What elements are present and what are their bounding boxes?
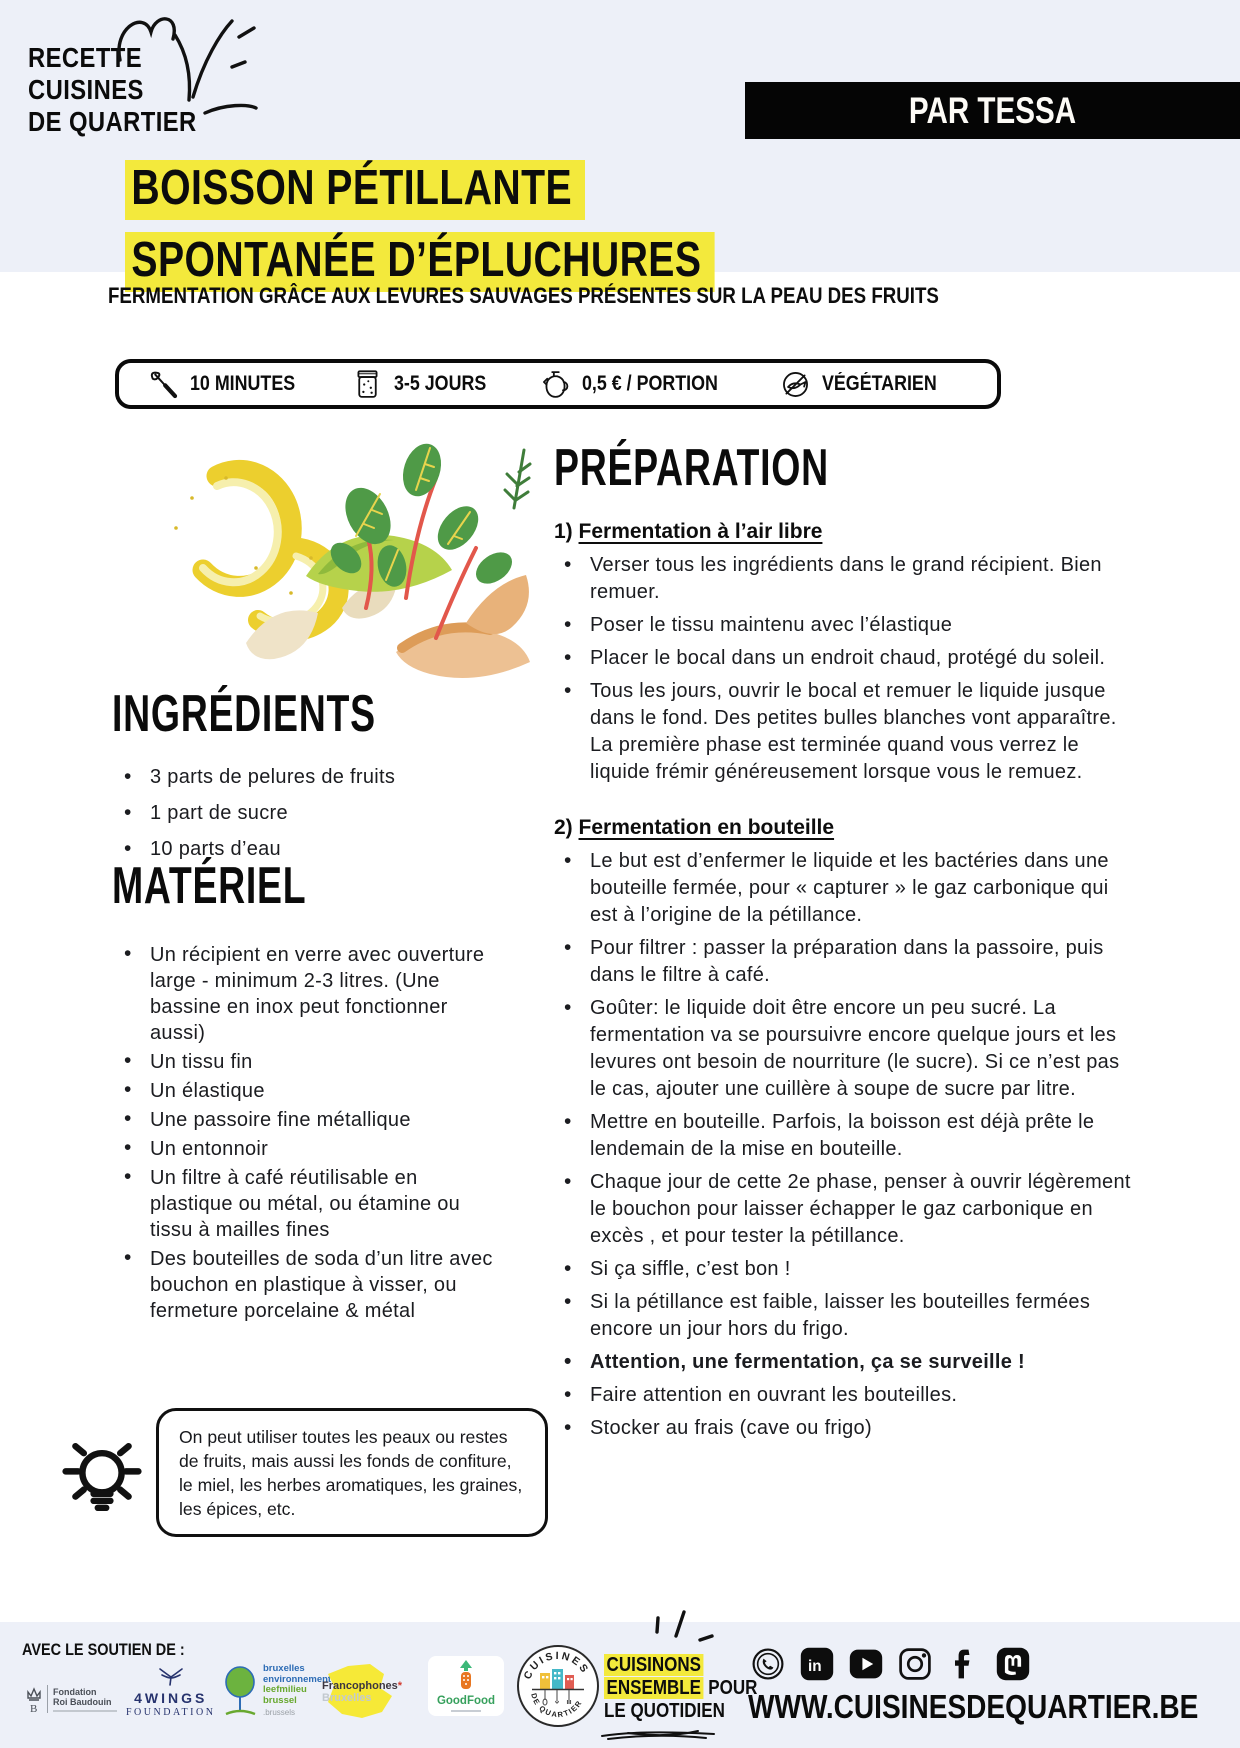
slogan-line-2-rest: POUR bbox=[703, 1677, 758, 1699]
info-duration-label: 3-5 JOURS bbox=[393, 372, 486, 395]
jar-icon bbox=[351, 368, 384, 401]
partner-name-line: GoodFood bbox=[436, 1695, 496, 1707]
preparation-heading: PRÉPARATION bbox=[554, 439, 829, 497]
info-time-label: 10 MINUTES bbox=[190, 372, 296, 395]
carrot-icon bbox=[456, 1660, 476, 1690]
preparation-step-item: • Poser le tissu maintenu avec l’élastique bbox=[554, 612, 1140, 639]
info-diet bbox=[779, 368, 957, 401]
partner-name-line: FOUNDATION bbox=[126, 1707, 216, 1718]
stamp-arc-top: CUISINES bbox=[521, 1649, 592, 1682]
preparation-step-2 bbox=[554, 816, 1140, 1442]
underline-squiggle bbox=[598, 1728, 718, 1742]
title-line-1: BOISSON PÉTILLANTE bbox=[125, 160, 585, 220]
slogan-line-1: CUISINONS bbox=[604, 1654, 704, 1676]
materiel-list bbox=[114, 942, 506, 1327]
partner-tagline-rule bbox=[451, 1710, 481, 1712]
tip-text: On peut utiliser toutes les peaux ou restes de fruits, mais aussi les fonds de confiture, le miel, les herbes aromatiques, les graines, les épices, etc. bbox=[179, 1427, 523, 1519]
partner-name-line: environnement bbox=[263, 1673, 332, 1685]
subtitle: FERMENTATION GRÂCE AUX LEVURES SAUVAGES PRÉSENTES SUR LA PEAU DES FRUITS bbox=[108, 283, 939, 308]
partner-name-line: Francophones* bbox=[322, 1680, 403, 1692]
materiel-item: • Des bouteilles de soda d’un litre avec bouchon en plastique à visser, ou fermeture porcelaine & métal bbox=[114, 1246, 506, 1324]
preparation-section bbox=[554, 440, 1140, 1448]
partner-name-line: 4WINGS bbox=[134, 1690, 208, 1706]
crown-icon bbox=[26, 1684, 42, 1714]
lightbulb-icon bbox=[60, 1428, 144, 1540]
partner-name-line: brussel bbox=[263, 1694, 297, 1706]
preparation-step-item: • Si ça siffle, c’est bon ! bbox=[554, 1256, 1140, 1283]
splash-doodle-icon bbox=[112, 4, 262, 126]
partner-name-line: bruxelles bbox=[263, 1663, 305, 1674]
peeler-icon bbox=[147, 368, 180, 401]
partner-tagline-rule bbox=[53, 1710, 117, 1712]
tip-box bbox=[156, 1408, 548, 1537]
ingredient-item: • 1 part de sucre bbox=[114, 800, 544, 827]
ingredients-heading: INGRÉDIENTS bbox=[112, 685, 376, 743]
partner-logo-4wings-foundation bbox=[126, 1666, 215, 1719]
info-cost bbox=[539, 368, 742, 401]
ingredient-item: • 3 parts de pelures de fruits bbox=[114, 764, 544, 791]
materiel-item: • Un élastique bbox=[114, 1078, 506, 1104]
materiel-item: • Une passoire fine métallique bbox=[114, 1107, 506, 1133]
cuisines-de-quartier-stamp bbox=[516, 1644, 600, 1728]
social-icons-row bbox=[750, 1646, 1031, 1682]
dragonfly-icon bbox=[156, 1666, 186, 1686]
preparation-step-1 bbox=[554, 520, 1140, 786]
materiel-heading: MATÉRIEL bbox=[112, 857, 307, 915]
tree-icon bbox=[222, 1664, 258, 1720]
partner-logo-fondation-roi-baudouin bbox=[26, 1684, 117, 1714]
linkedin-icon[interactable] bbox=[799, 1646, 835, 1682]
ingredients-list bbox=[114, 764, 544, 872]
preparation-step-item: • Faire attention en ouvrant les bouteilles. bbox=[554, 1382, 1140, 1409]
svg-text:in: in bbox=[808, 1658, 822, 1676]
logo-line: DE QUARTIER bbox=[28, 106, 197, 137]
step-1-title: 1) Fermentation à l’air libre bbox=[554, 520, 823, 543]
svg-text:B: B bbox=[30, 1703, 38, 1714]
rays-doodle-icon bbox=[640, 1610, 716, 1652]
mastodon-icon[interactable] bbox=[995, 1646, 1031, 1682]
ingredient-item: • 10 parts d’eau bbox=[114, 836, 544, 863]
preparation-step-item: • Stocker au frais (cave ou frigo) bbox=[554, 1415, 1140, 1442]
partner-name-line: .brussels bbox=[263, 1708, 296, 1717]
materiel-item: • Un filtre à café réutilisable en plastique ou métal, ou étamine ou tissu à mailles fines bbox=[114, 1165, 506, 1243]
preparation-step-item: • Goûter: le liquide doit être encore un peu sucré. La fermentation va se poursuivre encore quelque jours et les levures ont besoin de nourriture (le sucre). Si ce n’est pas le cas, ajouter une cuillère à soupe de sucre par litre. bbox=[554, 995, 1140, 1103]
author-badge bbox=[745, 82, 1240, 139]
slogan-line-2-highlight: ENSEMBLE bbox=[604, 1677, 704, 1699]
youtube-icon[interactable] bbox=[848, 1646, 884, 1682]
materiel-item: • Un entonnoir bbox=[114, 1136, 506, 1162]
partner-name-line: leefmilieu bbox=[263, 1684, 307, 1695]
partner-name-line: Bruxelles bbox=[322, 1692, 372, 1704]
support-label: AVEC LE SOUTIEN DE : bbox=[22, 1640, 185, 1659]
preparation-step-item: • Placer le bocal dans un endroit chaud, protégé du soleil. bbox=[554, 645, 1140, 672]
step-2-bullets bbox=[554, 848, 1140, 1442]
preparation-step-item: • Attention, une fermentation, ça se surveille ! bbox=[554, 1349, 1140, 1376]
materiel-item: • Un tissu fin bbox=[114, 1049, 506, 1075]
partner-name-line: Roi Baudouin bbox=[53, 1696, 112, 1707]
preparation-step-item: • Si la pétillance est faible, laisser les bouteilles fermées encore un jour hors du frigo. bbox=[554, 1289, 1140, 1343]
facebook-icon[interactable] bbox=[946, 1646, 982, 1682]
step-1-bullets bbox=[554, 552, 1140, 786]
slogan-line-3: LE QUOTIDIEN bbox=[604, 1700, 725, 1722]
materiel-item: • Un récipient en verre avec ouverture large - minimum 2-3 litres. (Une bassine en inox peut fonctionner aussi) bbox=[114, 942, 506, 1046]
partner-logo-goodfood bbox=[428, 1656, 504, 1716]
vegetarian-icon bbox=[779, 368, 812, 401]
preparation-step-item: • Mettre en bouteille. Parfois, la boisson est déjà prête le lendemain de la mise en bouteille. bbox=[554, 1109, 1140, 1163]
partner-logo-bruxelles-environnement bbox=[222, 1664, 331, 1720]
preparation-step-item: • Chaque jour de cette 2e phase, penser à ouvrir légèrement le bouchon pour laisser échapper le gaz carbonique en excès , et pour tester la pétillance. bbox=[554, 1169, 1140, 1250]
info-cost-label: 0,5 € / PORTION bbox=[582, 372, 719, 395]
author-badge-label: PAR TESSA bbox=[908, 89, 1077, 131]
logo-line: RECETTE bbox=[28, 42, 143, 73]
info-duration bbox=[351, 368, 503, 401]
partner-logo-francophones-bruxelles bbox=[318, 1662, 404, 1724]
info-time bbox=[147, 368, 314, 401]
preparation-step-item: • Pour filtrer : passer la préparation dans la passoire, puis dans le filtre à café. bbox=[554, 935, 1140, 989]
instagram-icon[interactable] bbox=[897, 1646, 933, 1682]
whatsapp-icon[interactable] bbox=[750, 1646, 786, 1682]
step-2-title: 2) Fermentation en bouteille bbox=[554, 816, 835, 839]
divider bbox=[47, 1685, 48, 1713]
title-line-2: SPONTANÉE D’ÉPLUCHURES bbox=[125, 232, 714, 292]
pitcher-icon bbox=[539, 368, 572, 401]
stamp-arc-bottom: DE QUARTIER bbox=[529, 1692, 585, 1720]
preparation-step-item: • Tous les jours, ouvrir le bocal et remuer le liquide jusque dans le fond. Des petites bulles blanches vont apparaître. La première phase est terminée quand vous verrez le liquide frémir généreusement lorsque vous le remuez. bbox=[554, 678, 1140, 786]
info-diet-label: VÉGÉTARIEN bbox=[822, 372, 937, 395]
partner-name-line: Fondation bbox=[53, 1686, 97, 1697]
preparation-step-item: • Verser tous les ingrédients dans le grand récipient. Bien remuer. bbox=[554, 552, 1140, 606]
preparation-step-item: • Le but est d’enfermer le liquide et les bactéries dans une bouteille fermée, pour « capturer » le gaz carbonique qui est à l’origine de la pétillance. bbox=[554, 848, 1140, 929]
peels-illustration bbox=[106, 408, 544, 688]
logo-line: CUISINES bbox=[28, 74, 144, 105]
recipe-info-bar bbox=[115, 359, 1001, 409]
website-url[interactable]: WWW.CUISINESDEQUARTIER.BE bbox=[748, 1688, 1199, 1725]
